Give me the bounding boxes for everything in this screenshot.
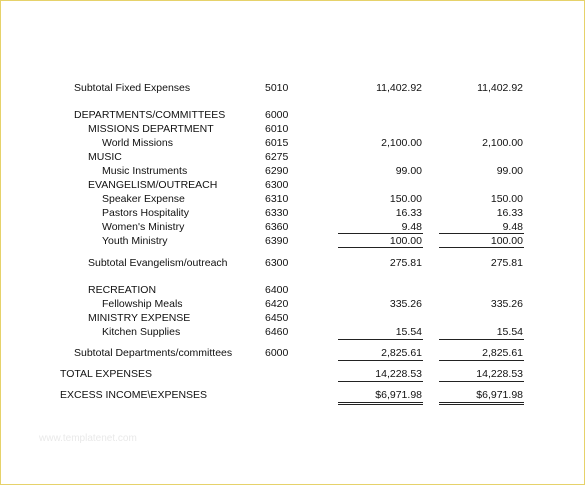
row-amount-1: 14,228.53 [375,368,422,380]
row-code: 6010 [265,123,289,135]
row-code: 6275 [265,151,289,163]
row-amount-2: 15.54 [496,326,523,338]
row-code: 6420 [265,298,289,310]
row-amount-1: 9.48 [401,221,422,233]
subtotal-rule [439,247,524,248]
subtotal-rule [338,247,423,248]
row-evangelism-outreach [1,178,584,192]
total-rule [338,360,423,361]
row-label: Pastors Hospitality [102,207,189,219]
row-label: MINISTRY EXPENSE [88,312,191,324]
row-pastors-hospitality [1,206,584,220]
double-underline-rule [439,402,524,405]
row-amount-2: 275.81 [490,257,523,269]
row-speaker-expense [1,192,584,206]
row-code: 6330 [265,207,289,219]
row-amount-2: 14,228.53 [476,368,523,380]
row-label: MISSIONS DEPARTMENT [88,123,214,135]
watermark: www.templatenet.com [39,433,137,444]
double-underline-rule [338,402,423,405]
row-missions-department [1,122,584,136]
total-rule [439,360,524,361]
row-label: Subtotal Evangelism/outreach [88,257,228,269]
row-amount-1: 11,402.92 [376,82,422,94]
row-amount-1: 150.00 [389,193,422,205]
row-label: DEPARTMENTS/COMMITTEES [74,109,226,121]
row-label: Subtotal Fixed Expenses [74,82,191,94]
subtotal-rule [338,339,423,340]
row-label: Music Instruments [102,165,188,177]
row-amount-1: 2,825.61 [381,347,422,359]
row-code: 6460 [265,326,289,338]
row-amount-2: $6,971.98 [476,389,523,401]
row-amount-1: $6,971.98 [375,389,422,401]
row-code: 6450 [265,312,289,324]
row-code: 5010 [265,82,289,94]
row-kitchen-supplies [1,325,584,339]
row-subtotal-departments-committees [1,346,584,360]
row-label: EXCESS INCOME\EXPENSES [60,389,208,401]
row-code: 6390 [265,235,289,247]
row-amount-2: 2,100.00 [482,137,523,149]
row-label: MUSIC [88,151,122,163]
row-excess-income-expenses [1,388,584,402]
row-amount-1: 100.00 [389,235,422,247]
row-code: 6015 [265,137,289,149]
row-music-instruments [1,164,584,178]
row-code: 6300 [265,179,289,191]
subtotal-rule [439,339,524,340]
row-code: 6000 [265,109,289,121]
row-amount-2: 2,825.61 [482,347,523,359]
row-music [1,150,584,164]
row-label: Women's Ministry [102,221,185,233]
row-world-missions [1,136,584,150]
row-amount-1: 16.33 [395,207,422,219]
row-amount-1: 99.00 [395,165,422,177]
row-recreation [1,283,584,297]
row-code: 6000 [265,347,289,359]
row-label: Kitchen Supplies [102,326,181,338]
total-rule [439,381,524,382]
row-amount-2: 9.48 [502,221,523,233]
row-total-expenses [1,367,584,381]
expense-ledger [1,1,584,484]
row-label: Fellowship Meals [102,298,183,310]
row-ministry-expense [1,311,584,325]
row-amount-2: 11,402.92 [477,82,523,94]
row-womens-ministry [1,220,584,234]
total-rule [338,381,423,382]
row-amount-2: 16.33 [496,207,523,219]
row-subtotal-fixed-expenses [1,81,584,95]
row-code: 6300 [265,257,289,269]
row-label: World Missions [102,137,173,149]
row-label: Youth Ministry [102,235,168,247]
row-label: TOTAL EXPENSES [60,368,153,380]
row-subtotal-evangelism-outreach [1,256,584,270]
row-label: Subtotal Departments/committees [74,347,233,359]
row-amount-2: 150.00 [490,193,523,205]
row-amount-1: 335.26 [389,298,422,310]
row-code: 6310 [265,193,289,205]
row-label: EVANGELISM/OUTREACH [88,179,218,191]
row-code: 6400 [265,284,289,296]
row-amount-2: 100.00 [490,235,523,247]
row-label: Speaker Expense [102,193,185,205]
row-youth-ministry [1,234,584,248]
row-amount-1: 275.81 [389,257,422,269]
row-label: RECREATION [88,284,157,296]
row-code: 6360 [265,221,289,233]
row-code: 6290 [265,165,289,177]
row-amount-1: 2,100.00 [381,137,422,149]
row-departments-committees [1,108,584,122]
row-amount-2: 99.00 [496,165,523,177]
row-amount-1: 15.54 [395,326,422,338]
row-fellowship-meals [1,297,584,311]
row-amount-2: 335.26 [490,298,523,310]
